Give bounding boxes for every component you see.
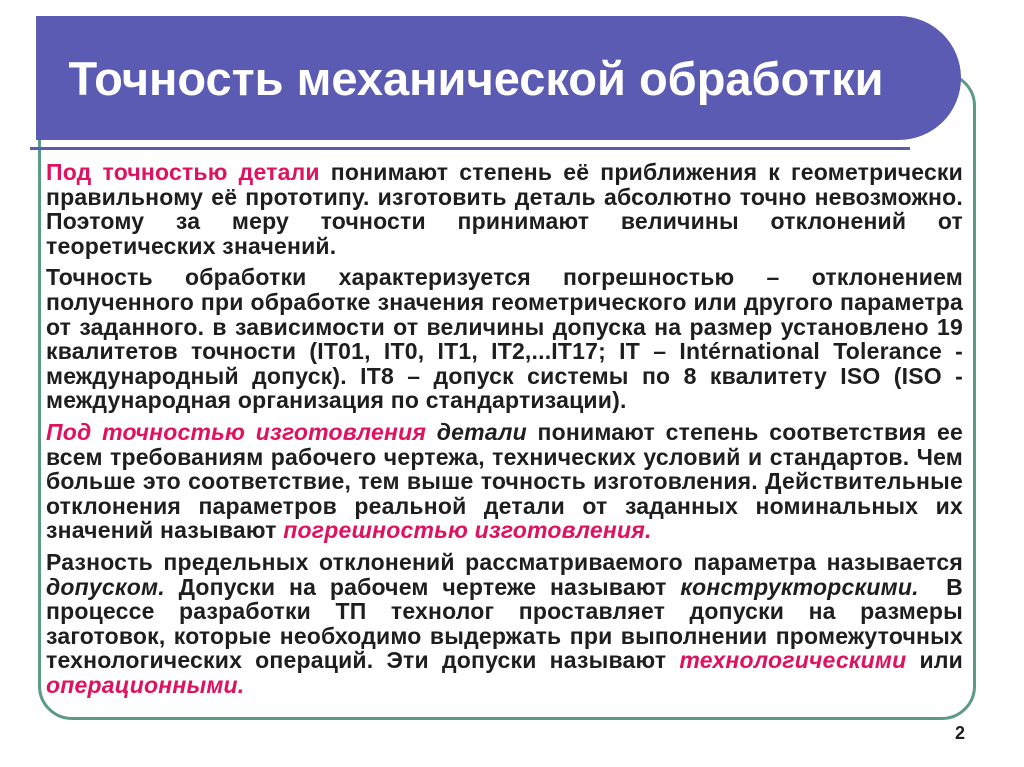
paragraph-text: В процессе разработки ТП технолог проставляет допуски на размеры заготовок, которые необходимо выдержать при выполнении промежуточных технологических операций. Эти допуски называют	[46, 573, 970, 674]
paragraph	[46, 418, 970, 544]
highlighted-term: Под точностью детали	[46, 159, 320, 185]
paragraph-text: Точность обработки характеризуется погрешностью – отклонением полученного при обработке значения геометрического или другого параметра от заданного. в зависимости от величины допуска на размер установлено 19 квалитетов точности (IT01, IT0, IT1, IT2,...IT17; IT – Intérnational Tolerance - международный допуск). IT8 – допуск системы по 8 квалитету ISO (ISO - международная организация по стандартизации).	[46, 264, 970, 414]
highlighted-term: погрешностью изготовления.	[283, 517, 652, 544]
paragraph	[46, 264, 970, 414]
paragraph-text: понимают степень её приближения к геометрически правильному её прототипу. изготовить деталь абсолютно точно невозможно. Поэтому за меру точности принимают величины отклонений от теоретических значений.	[46, 159, 970, 259]
paragraph-text	[426, 419, 437, 445]
paragraph	[46, 548, 970, 698]
page-number: 2	[954, 723, 965, 743]
paragraph-text: Допуски на рабочем чертеже называют	[164, 573, 681, 600]
paragraph-text: или	[906, 647, 970, 674]
paragraph	[46, 159, 970, 259]
paragraph-text: Разность предельных отклонений рассматриваемого параметра называется	[46, 548, 970, 575]
italic-term: конструкторскими.	[680, 573, 919, 600]
slide-title: Точность механической обработки	[68, 51, 884, 105]
italic-term: допуском.	[46, 573, 165, 600]
title-underline	[30, 147, 910, 150]
highlighted-term: операционными.	[46, 671, 245, 698]
highlighted-term: технологическими	[679, 647, 907, 674]
highlighted-term: Под точностью изготовления	[46, 418, 427, 445]
italic-term: детали	[436, 418, 527, 445]
paragraph-text: понимают степень соответствия ее всем требованиям рабочего чертежа, технических условий и стандартов. Чем больше это соответствие, тем выше точность изготовления. Действительные отклонения параметров реальной детали от заданных номинальных их значений называют	[46, 418, 970, 544]
slide-body	[46, 159, 970, 704]
